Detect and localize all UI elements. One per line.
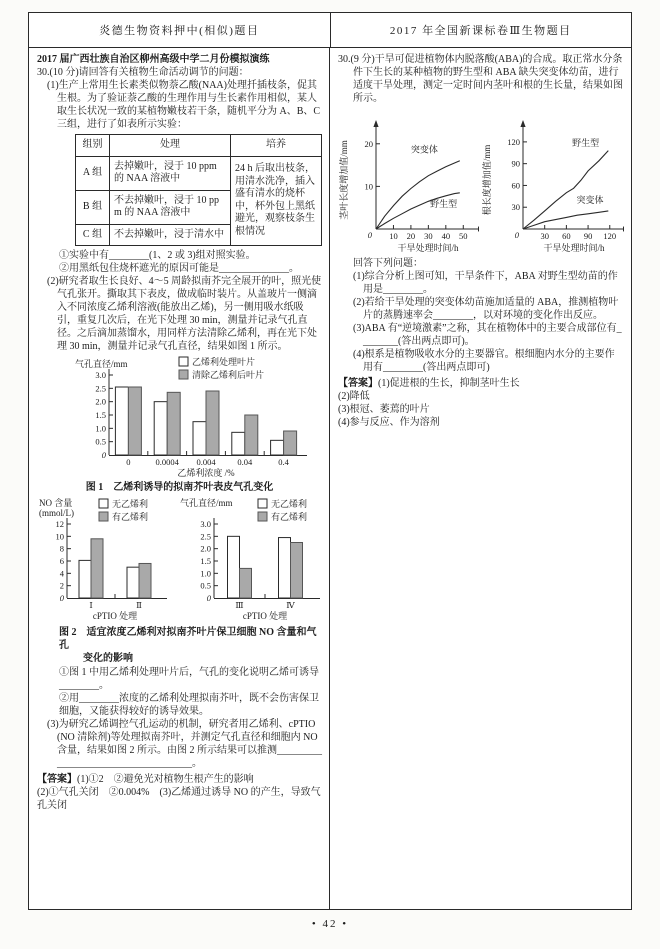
svg-text:10: 10 — [364, 181, 373, 192]
header-left-title: 炎德生物资料押中(相似)题目 — [99, 25, 260, 37]
answer-line-2: (2)①气孔关闭 ②0.004% (3)乙烯通过诱导 NO 的产生，导致气孔关闭 — [37, 787, 321, 811]
page-number: • 42 • — [311, 918, 349, 930]
fig1-svg — [63, 355, 311, 481]
svg-text:干旱处理时间/h: 干旱处理时间/h — [543, 243, 605, 253]
right-column — [330, 48, 631, 909]
svg-text:12: 12 — [55, 519, 64, 529]
svg-text:30: 30 — [540, 231, 550, 241]
answer-text-1: (1)①2 ②避免光对植物生根产生的影响 — [77, 774, 254, 785]
header-right-title: 2017 年全国新课标卷Ⅲ生物题目 — [389, 25, 572, 37]
svg-text:20: 20 — [364, 138, 373, 149]
svg-text:1.0: 1.0 — [199, 568, 211, 579]
experiment-table — [75, 134, 322, 246]
svg-text:3.0: 3.0 — [95, 370, 106, 380]
svg-text:0.0004: 0.0004 — [155, 457, 179, 467]
svg-text:120: 120 — [507, 136, 521, 147]
svg-text:茎叶长度增加值/mm: 茎叶长度增加值/mm — [339, 140, 349, 220]
answer-line-r3: (3)根冠、萎蔫的叶片 — [338, 404, 430, 415]
table-row — [76, 156, 322, 190]
svg-text:120: 120 — [603, 231, 617, 241]
svg-text:40: 40 — [441, 231, 451, 241]
svg-text:30: 30 — [511, 202, 521, 213]
svg-text:2: 2 — [59, 580, 64, 591]
answer-block-right — [338, 377, 624, 429]
svg-text:cPTIO 处理: cPTIO 处理 — [92, 611, 138, 621]
svg-text:90: 90 — [511, 158, 521, 169]
question-r2: (2)若给干旱处理的突变体幼苗施加适量的 ABA，推测植物叶片的蒸腾速率会________，以对环境的变化作出反应。 — [353, 297, 619, 321]
svg-text:60: 60 — [562, 231, 571, 241]
part-3-text: (3)为研究乙烯调控气孔运动的机制，研究者用乙烯利、cPTIO(NO 清除剂)等处理拟南芥叶，并测定气孔直径和细胞内 NO 含量，结果如图 2 所示。由图 2 所示结果可以推测____________________________________。 — [47, 719, 322, 769]
svg-text:1.5: 1.5 — [199, 556, 211, 566]
answer-prompt: 回答下列问题： — [353, 258, 423, 269]
svg-text:气孔直径/mm: 气孔直径/mm — [179, 498, 233, 508]
answer-line-1 — [37, 773, 322, 786]
svg-text:野生型: 野生型 — [572, 138, 600, 149]
group-b-cell: B 组 — [76, 190, 110, 224]
exam-title: 2017 届广西壮族自治区柳州高级中学二月份模拟演练 — [37, 54, 270, 65]
part-1-text: (1)生产上常用生长素类似物萘乙酸(NAA)处理扦插枝条，促其生根。为了验证萘乙酸的生理作用与生长素作用相似，某人取生长状况一致的某植物嫩枝若干条，随机平分为 A、B、C 三组，进行了如表所示实验： — [47, 80, 321, 130]
svg-text:90: 90 — [583, 231, 593, 241]
part-2-text: (2)研究者取生长良好、4～5 周龄拟南芥完全展开的叶，照光使气孔张开。撕取其下表皮，做成临时装片。从盖玻片一侧滴入不同浓度乙烯利溶液(能放出乙烯)，另一侧用吸水纸吸引，重复几次后，在光下处理 30 min，测量并记录气孔直径。之后滴加蒸馏水，用同样方法清除乙烯利，再在光下处理 30 min，测量并记录气孔直径，结果如图 1 所示。 — [47, 276, 322, 352]
header-right-cell — [330, 13, 632, 47]
svg-text:60: 60 — [511, 180, 521, 191]
svg-text:2.5: 2.5 — [199, 531, 211, 542]
svg-text:突变体: 突变体 — [576, 194, 604, 205]
answer-line-r1 — [338, 377, 624, 390]
culture-cell: 24 h 后取出枝条，用清水洗净，插入盛有清水的烧杯中，杯外包上黑纸避光，观察枝条生根情况 — [231, 156, 322, 246]
svg-text:NO 含量: NO 含量 — [39, 498, 73, 508]
question-30-right: 30.(9 分)干旱可促进植物体内脱落酸(ABA)的合成。取正常水分条件下生长的某种植物的野生型和 ABA 缺失突变体幼苗，进行适度干旱处理，测定一定时间内茎叶和根的生长量，结果如图所示。 — [338, 54, 623, 104]
svg-text:野生型: 野生型 — [430, 198, 458, 209]
table-header-row — [76, 135, 322, 157]
header-row — [29, 13, 631, 48]
svg-text:10: 10 — [389, 231, 398, 241]
svg-text:0.4: 0.4 — [278, 457, 289, 467]
svg-text:20: 20 — [406, 231, 416, 241]
svg-text:0.5: 0.5 — [95, 436, 106, 447]
question-r4: (4)根系是植物吸收水分的主要器官。根细胞内水分的主要作用有________(答出两点即可) — [353, 349, 615, 373]
svg-text:0: 0 — [101, 450, 106, 460]
svg-text:突变体: 突变体 — [410, 144, 438, 155]
svg-text:6: 6 — [59, 556, 64, 566]
svg-text:0: 0 — [206, 593, 211, 603]
question-r1: (1)综合分析上图可知，干旱条件下，ABA 对野生型幼苗的作用是________。 — [353, 271, 618, 295]
sub-question-2-2: ②用________浓度的乙烯利处理拟南芥叶，既不会伤害保卫细胞，又能获得较好的诱导效果。 — [59, 693, 319, 717]
svg-text:0: 0 — [126, 457, 131, 467]
svg-text:0: 0 — [514, 230, 520, 240]
left-column — [29, 48, 330, 909]
fig2-caption-line1: 图 2 适宜浓度乙烯利对拟南芥叶片保卫细胞 NO 含量和气孔 — [59, 627, 317, 651]
svg-text:干旱处理时间/h: 干旱处理时间/h — [397, 243, 459, 253]
svg-text:2.5: 2.5 — [95, 383, 106, 394]
fig1-caption: 图 1 乙烯利诱导的拟南芥叶表皮气孔变化 — [85, 482, 274, 493]
fig2-caption-line2: 变化的影响 — [83, 653, 133, 664]
svg-text:乙烯利浓度 /%: 乙烯利浓度 /% — [177, 468, 235, 478]
table-header-group: 组别 — [76, 135, 110, 157]
group-a-cell: A 组 — [76, 156, 110, 190]
svg-text:有乙烯利: 有乙烯利 — [270, 512, 307, 522]
answer-label: 【答案】 — [37, 774, 77, 785]
svg-text:(mmol/L): (mmol/L) — [39, 508, 74, 518]
shoot-growth-line-chart — [338, 107, 479, 257]
fig2-charts — [37, 496, 322, 626]
svg-text:10: 10 — [55, 531, 64, 542]
svg-text:30: 30 — [424, 231, 433, 241]
svg-text:2.0: 2.0 — [199, 543, 211, 554]
group-c-cell: C 组 — [76, 224, 110, 246]
svg-text:4: 4 — [59, 568, 64, 579]
svg-text:有乙烯利: 有乙烯利 — [112, 512, 149, 522]
svg-text:0.004: 0.004 — [196, 457, 216, 467]
svg-text:清除乙烯利后叶片: 清除乙烯利后叶片 — [192, 370, 265, 380]
table-header-culture: 培养 — [231, 135, 322, 157]
sub-question-1-2: ②用黑纸包住烧杯遮光的原因可能是______________。 — [59, 263, 299, 274]
fig2-left-bar-chart — [37, 496, 178, 626]
svg-text:cPTIO 处理: cPTIO 处理 — [242, 611, 287, 621]
svg-text:Ⅱ: Ⅱ — [136, 600, 142, 610]
answer-text-r1: (1)促进根的生长，抑制茎叶生长 — [378, 378, 520, 389]
svg-text:0: 0 — [367, 230, 372, 240]
svg-text:3.0: 3.0 — [199, 519, 211, 529]
svg-text:50: 50 — [459, 231, 468, 241]
content-columns — [29, 48, 631, 909]
answer-block-left — [37, 773, 322, 812]
svg-text:Ⅲ: Ⅲ — [234, 600, 244, 610]
svg-text:乙烯利处理叶片: 乙烯利处理叶片 — [192, 357, 256, 367]
question-r3: (3)ABA 有“逆境激素”之称，其在植物体中的主要合成部位有________(答出两点即可)。 — [353, 323, 622, 347]
group-c-treatment: 不去掉嫩叶，浸于清水中 — [110, 224, 231, 246]
sub-question-1-1: ①实验中有________(1、2 或 3)组对照实验。 — [59, 250, 256, 261]
svg-text:根长度增加值/mm: 根长度增加值/mm — [482, 144, 493, 216]
line-charts-row — [338, 107, 624, 257]
svg-text:气孔直径/mm: 气孔直径/mm — [75, 359, 128, 369]
answer-line-r4: (4)参与反应、作为溶剂 — [338, 417, 440, 428]
fig1-bar-chart — [63, 355, 322, 481]
fig2-right-bar-chart — [178, 496, 322, 626]
svg-text:0.5: 0.5 — [199, 580, 211, 591]
answer-line-r2: (2)降低 — [338, 391, 370, 402]
page-frame — [28, 12, 632, 910]
group-b-treatment: 不去掉嫩叶，浸于 10 ppm 的 NAA 溶液中 — [110, 190, 231, 224]
svg-text:1.0: 1.0 — [95, 423, 106, 434]
svg-text:0: 0 — [59, 593, 64, 603]
header-left-cell — [29, 13, 330, 47]
question-30-intro: 30.(10 分)请回答有关植物生命活动调节的问题： — [37, 67, 249, 78]
table-header-treatment: 处理 — [110, 135, 231, 157]
svg-text:2.0: 2.0 — [95, 396, 106, 407]
svg-text:Ⅳ: Ⅳ — [285, 600, 295, 610]
svg-text:8: 8 — [59, 543, 64, 554]
svg-text:0.04: 0.04 — [237, 457, 253, 467]
svg-text:无乙烯利: 无乙烯利 — [112, 499, 149, 509]
svg-text:Ⅰ: Ⅰ — [89, 600, 93, 610]
answer-label-right: 【答案】 — [338, 378, 378, 389]
svg-text:1.5: 1.5 — [95, 410, 106, 420]
svg-text:无乙烯利: 无乙烯利 — [270, 499, 307, 509]
group-a-treatment: 去掉嫩叶，浸于 10 ppm 的 NAA 溶液中 — [110, 156, 231, 190]
root-growth-line-chart — [479, 107, 624, 257]
sub-question-2-1: ①图 1 中用乙烯利处理叶片后，气孔的变化说明乙烯可诱导________。 — [59, 667, 319, 691]
